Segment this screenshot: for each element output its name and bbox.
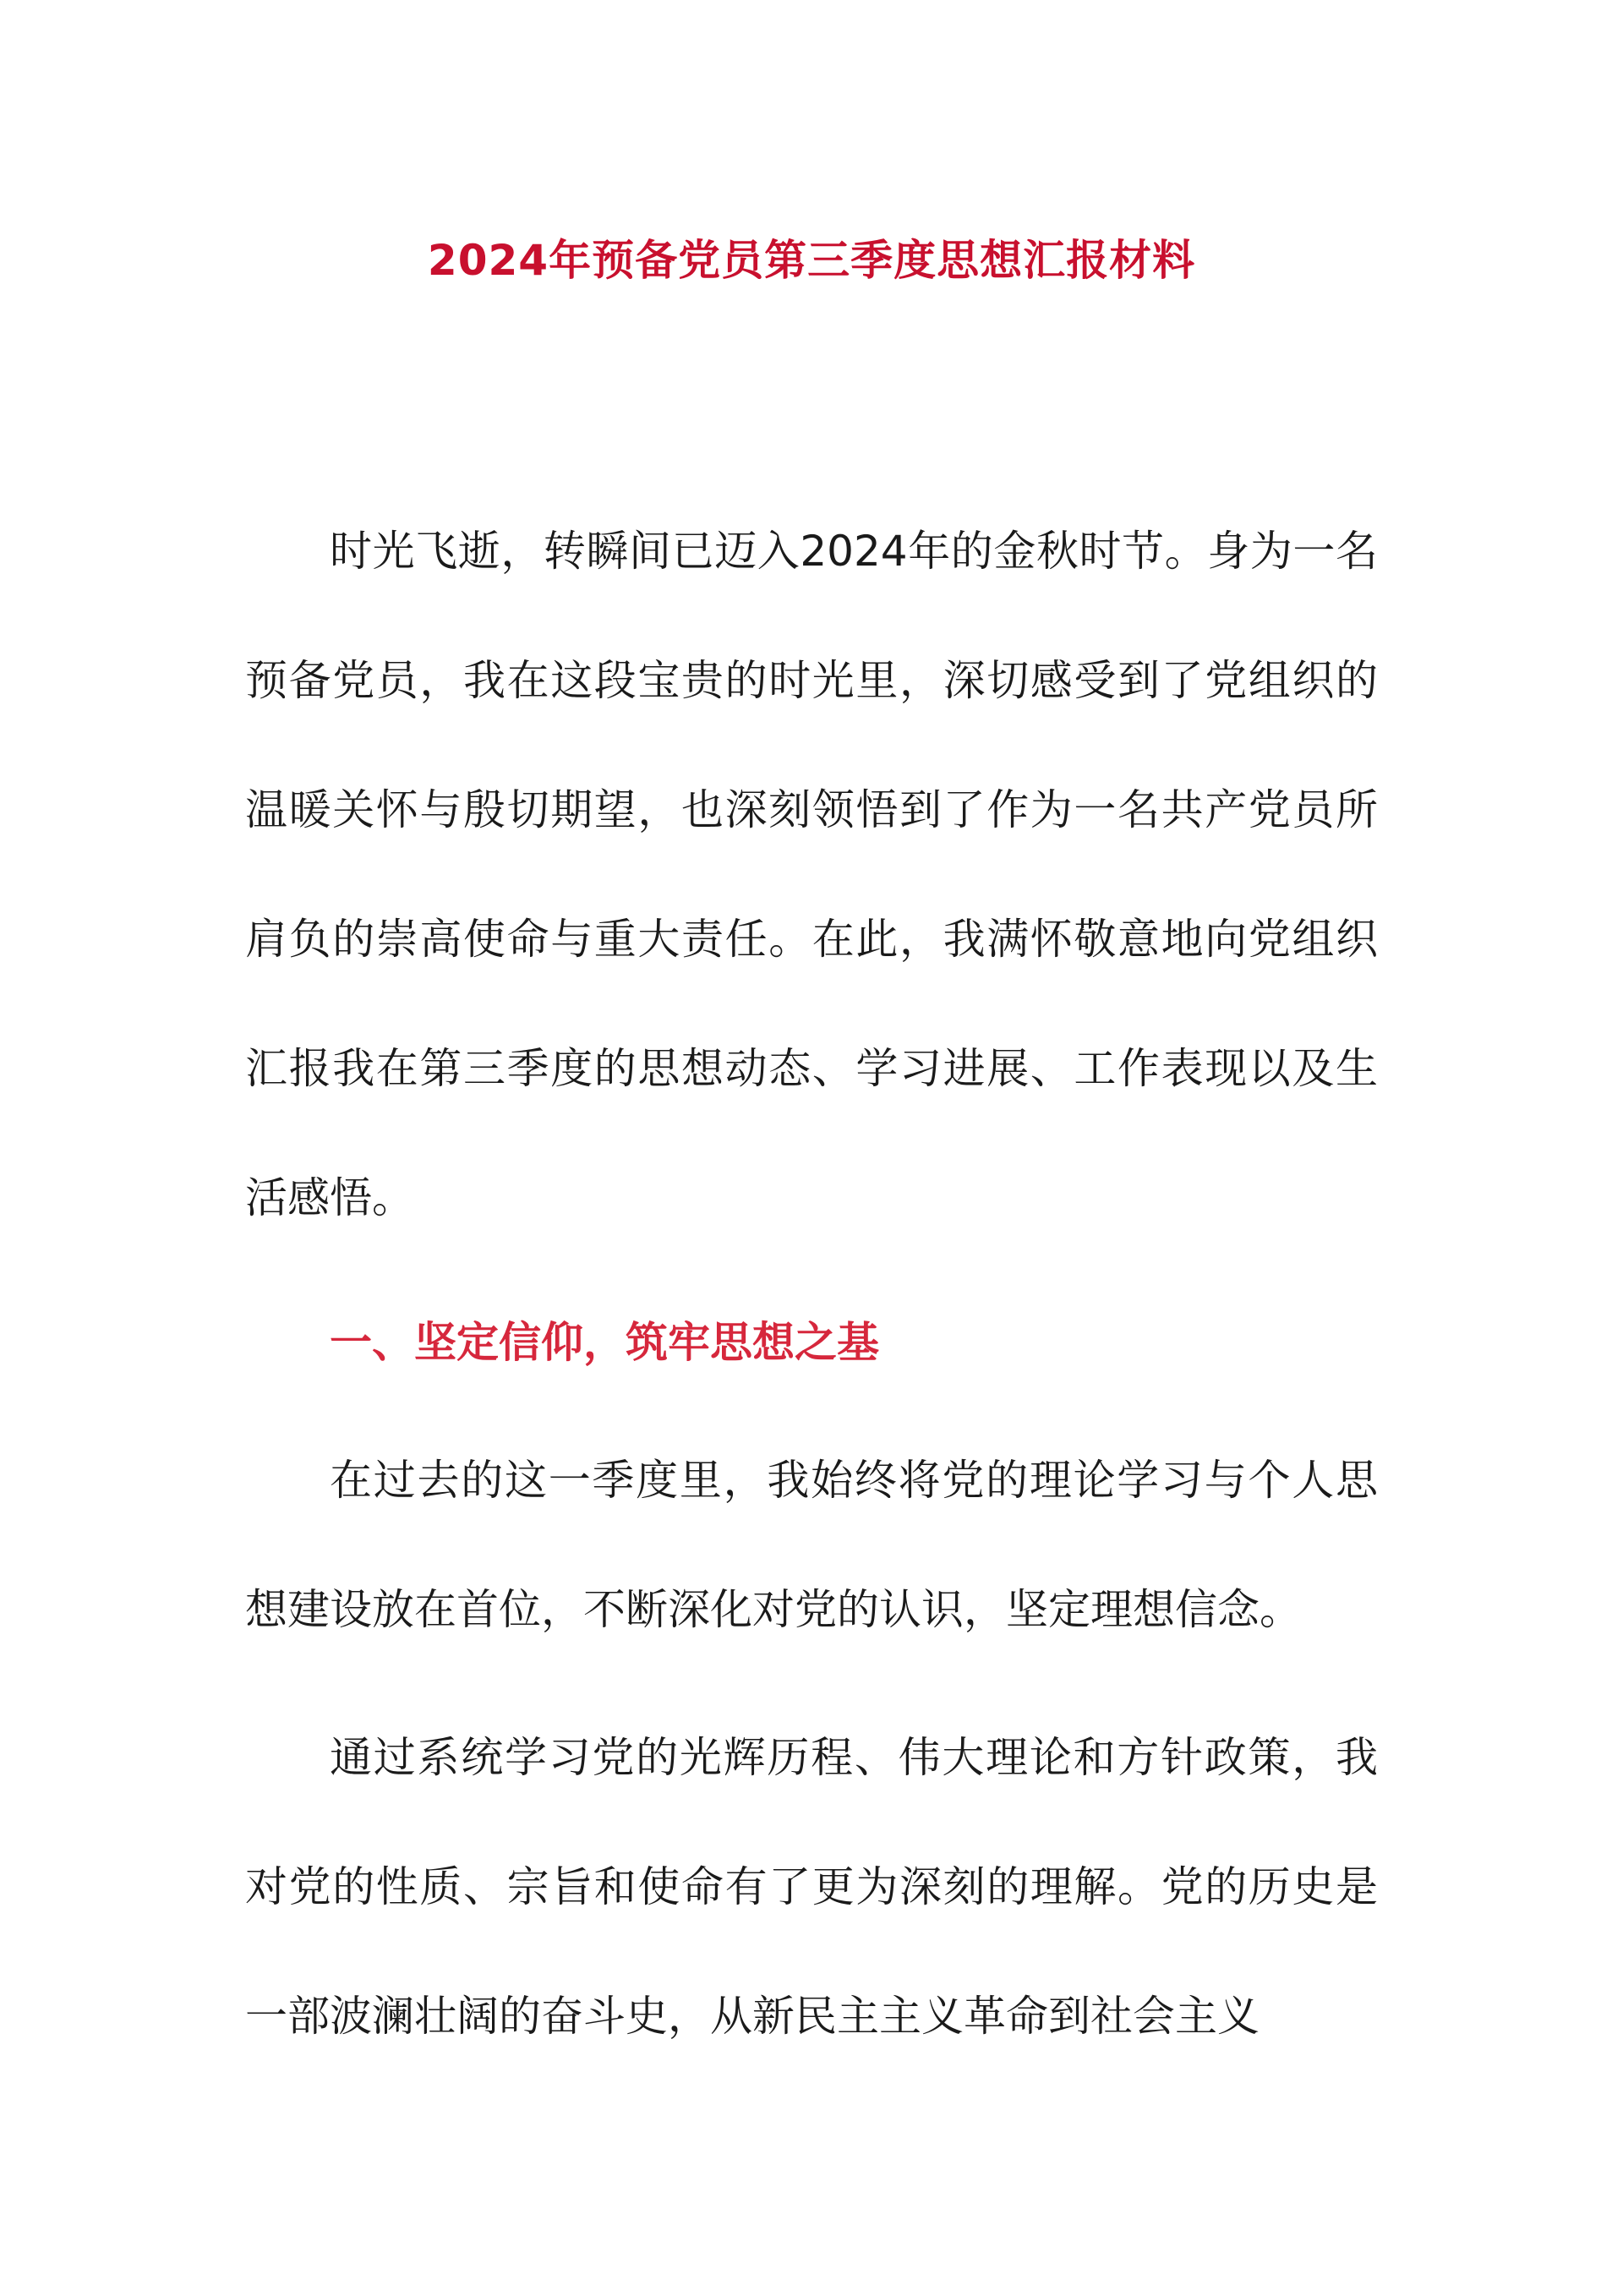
paragraph-intro: 时光飞逝，转瞬间已迈入2024年的金秋时节。身为一名预备党员，我在这段宝贵的时光里，深切感受到了党组织的温暖关怀与殷切期望，也深刻领悟到了作为一名共产党员所肩负的崇高使命与重大责任。在此，我满怀敬意地向党组织汇报我在第三季度的思想动态、学习进展、工作表现以及生活感悟。 [245, 527, 1378, 1222]
paragraph-section1-2: 通过系统学习党的光辉历程、伟大理论和方针政策，我对党的性质、宗旨和使命有了更为深刻的理解。党的历史是一部波澜壮阔的奋斗史，从新民主主义革命到社会主义 [245, 1733, 1378, 2041]
section-heading-1: 一、坚定信仰，筑牢思想之基 [330, 1318, 879, 1367]
document-title: 2024年预备党员第三季度思想汇报材料 [427, 236, 1196, 285]
paragraph-section1-1: 在过去的这一季度里，我始终将党的理论学习与个人思想建设放在首位，不断深化对党的认识，坚定理想信念。 [245, 1456, 1378, 1634]
document-body [245, 487, 1378, 2081]
paragraph-gap [245, 1675, 1378, 1693]
